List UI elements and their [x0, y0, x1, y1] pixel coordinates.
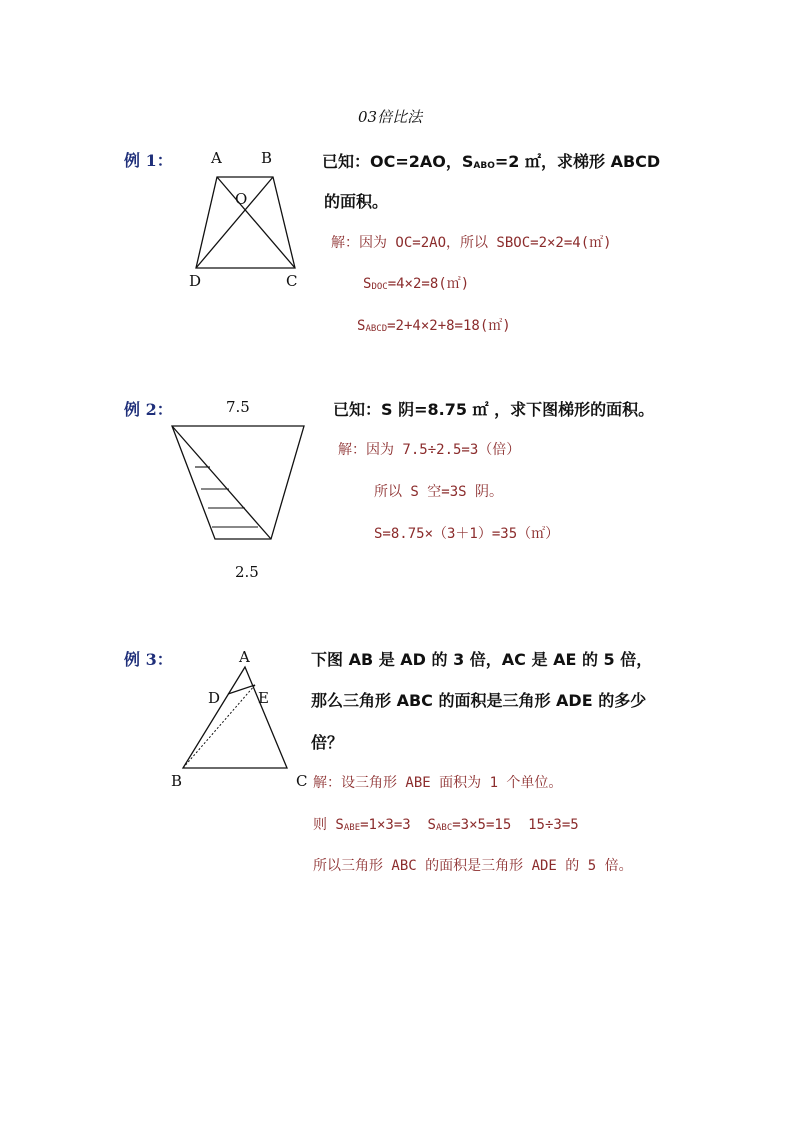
label-b: B: [171, 772, 183, 790]
segment-de: [228, 685, 255, 694]
label-c: C: [286, 272, 298, 290]
label-d: D: [208, 689, 221, 707]
example-2-solution-line1: 解：因为 7.5÷2.5=3（倍）: [338, 442, 521, 458]
example-1-question-line2: 的面积。: [324, 192, 389, 211]
label-b: B: [261, 149, 273, 167]
example-1-solution-line1: 解：因为 OC=2AO，所以 SBOC=2×2=4(㎡): [331, 235, 612, 251]
example-1-solution-line3: $S_{ABCD}=2+4\times 2+8=18(㎡)$: [357, 318, 511, 334]
example-2-trapezoid-figure: [165, 420, 315, 550]
example-3-solution-line1: 解：设三角形 ABE 面积为 1 个单位。: [313, 775, 563, 791]
example-3-question-line1: 下图 AB 是 AD 的 3 倍，AC 是 AE 的 5 倍，: [311, 650, 653, 669]
example-3-question-line3: 倍？: [311, 733, 344, 752]
example-2-question: 已知：S 阴=8.75 ㎡ ，求下图梯形的面积。: [333, 400, 655, 419]
example-3-question-line2: 那么三角形 ABC 的面积是三角形 ADE 的多少: [311, 691, 647, 710]
example-1-label: 例 1：: [124, 151, 173, 170]
example-3-solution-line2: 则 $S_{ABE}=1\times 3=3$ $S_{ABC}=3\times 5=15$ 15÷3=5: [313, 817, 579, 833]
label-c: C: [296, 772, 308, 790]
example-3-solution-line3: 所以三角形 ABC 的面积是三角形 ADE 的 5 倍。: [313, 858, 633, 874]
example-2-solution-line3: S=8.75×（3＋1）=35（㎡）: [374, 526, 560, 542]
trapezoid-diagonal: [172, 426, 271, 539]
trapezoid-outline: [172, 426, 304, 539]
example-3-label: 例 3：: [124, 650, 173, 669]
label-a: A: [239, 648, 250, 666]
page-title: 03倍比法: [358, 108, 423, 126]
example-3-triangle-figure: [175, 660, 305, 780]
label-bottom-length: 2.5: [235, 563, 259, 581]
diagonal-ac: [217, 177, 295, 268]
example-2-label: 例 2：: [124, 400, 173, 419]
label-a: A: [211, 149, 222, 167]
triangle-abc: [183, 667, 287, 768]
example-1-solution-line2: $S_{DOC}=4\times 2=8(㎡)$: [363, 276, 470, 292]
label-e: E: [258, 689, 269, 707]
example-1-question-line1: 已知：OC=2AO，$S_{ABO}=2$ ㎡，求梯形 ABCD: [322, 152, 661, 171]
label-top-length: 7.5: [226, 398, 250, 416]
label-o: O: [235, 190, 248, 208]
example-2-solution-line2: 所以 S 空=3S 阴。: [374, 484, 504, 500]
label-d: D: [189, 272, 202, 290]
